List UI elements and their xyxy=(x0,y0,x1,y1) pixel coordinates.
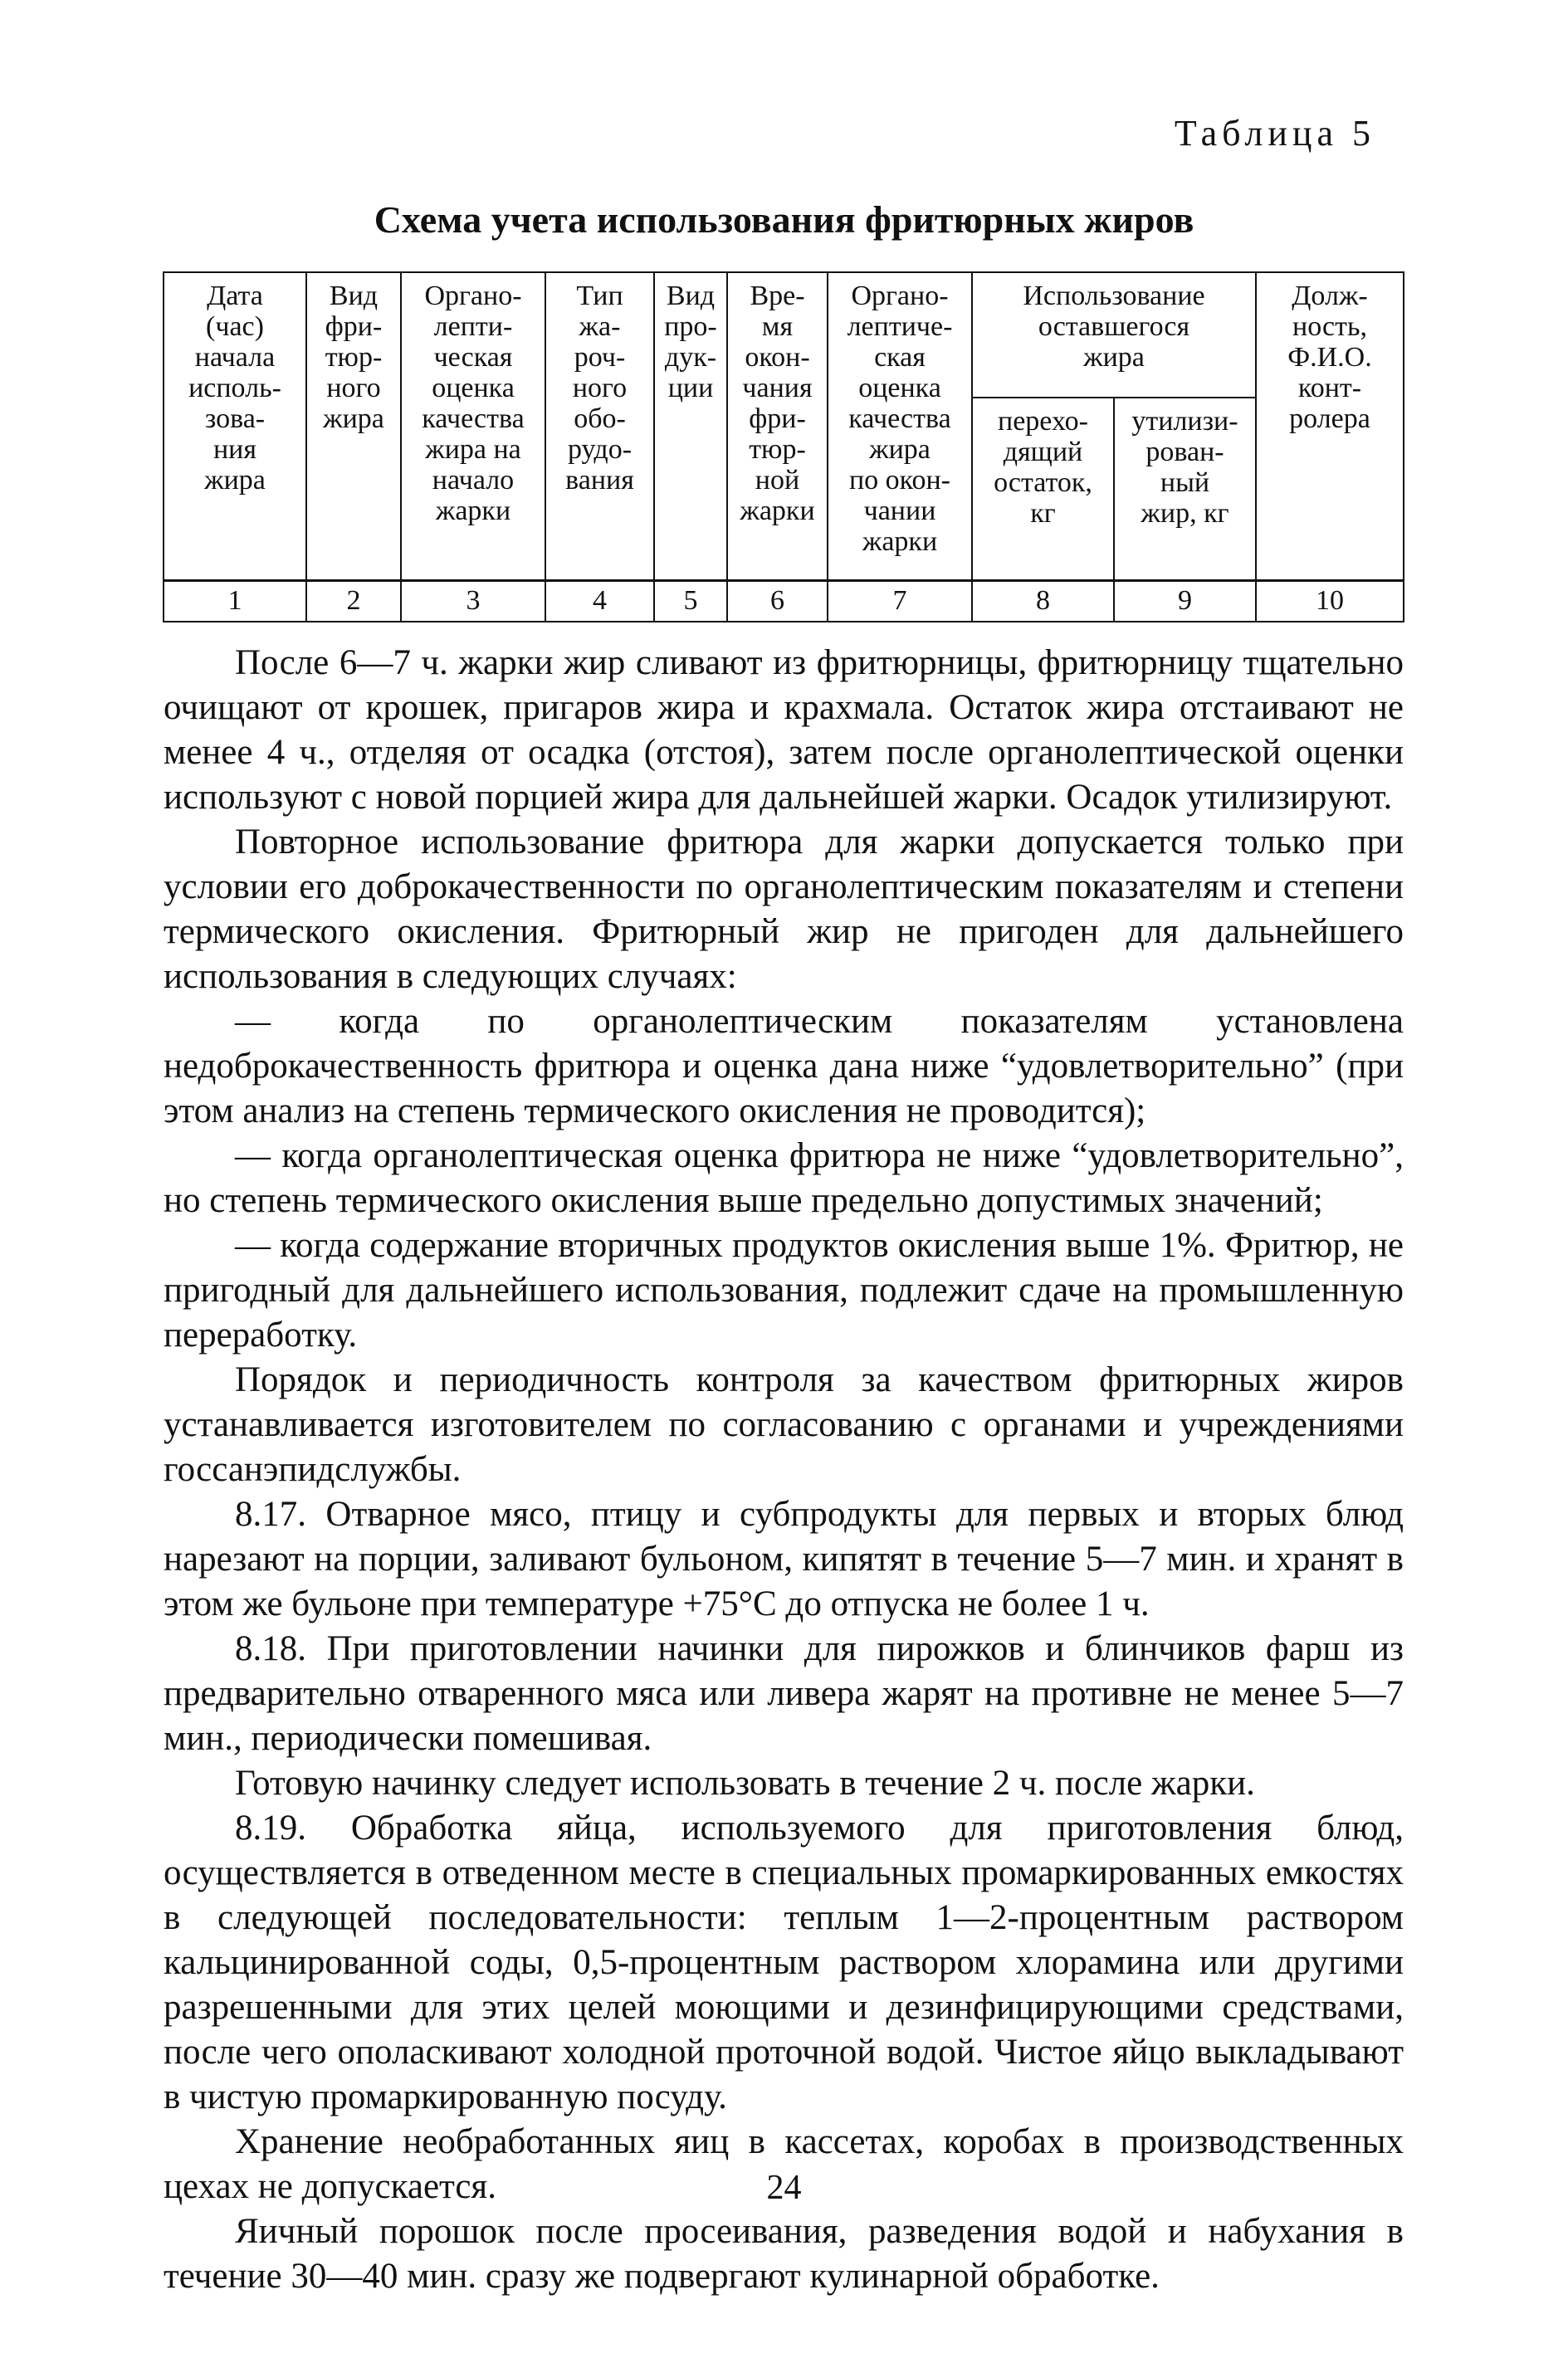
paragraph: После 6—7 ч. жарки жир сливают из фритюрницы, фритюрницу тщательно очищают от крошек, пригаров жира и крахмала. Остаток жира отстаивают не менее 4 ч., отделяя от осадка (отстоя), затем после органолептической оценки используют с новой порцией жира для дальнейшей жарки. Осадок утилизируют. xyxy=(164,643,1404,817)
body-text xyxy=(164,641,1404,2299)
header-product-type: Вид про- дук- ции xyxy=(654,272,727,559)
page-number: 24 xyxy=(766,2169,802,2207)
table-title: Схема учета использования фритюрных жиров xyxy=(374,198,1194,241)
paragraph: Порядок и периодичность контроля за качеством фритюрных жиров устанавливается изготовителем по согласованию с органами и учреждениями госсанэпидслужбы. xyxy=(164,1360,1404,1489)
column-number: 9 xyxy=(1114,581,1256,622)
paragraph: Готовую начинку следует использовать в течение 2 ч. после жарки. xyxy=(235,1764,1255,1803)
column-number: 10 xyxy=(1256,581,1404,622)
column-number: 6 xyxy=(727,581,828,622)
column-number: 2 xyxy=(306,581,401,622)
column-number: 4 xyxy=(545,581,654,622)
header-fat-type: Вид фри- тюр- ного жира xyxy=(306,272,401,559)
header-equipment-type: Тип жа- роч- ного обо- рудо- вания xyxy=(545,272,654,559)
list-item: — когда органолептическая оценка фритюра не ниже “удовлетворительно”, но степень термического окисления выше предельно допустимых значений; xyxy=(164,1136,1404,1220)
table-label: Таблица 5 xyxy=(1174,113,1375,154)
subheader-carryover: перехо- дящий остаток, кг xyxy=(972,398,1114,559)
column-number: 5 xyxy=(654,581,727,622)
header-start-date: Дата (час) начала исполь- зова- ния жира xyxy=(164,272,306,559)
header-end-time: Вре- мя окон- чания фри- тюр- ной жарки xyxy=(727,272,828,559)
paragraph: Яичный порошок после просеивания, разведения водой и набухания в течение 30—40 мин. сразу же подвергают кулинарной обработке. xyxy=(164,2212,1404,2296)
paragraph: Повторное использование фритюра для жарки допускается только при условии его доброкачественности по органолептическим показателям и степени термического окисления. Фритюрный жир не пригоден для дальнейшего использования в следующих случаях: xyxy=(164,823,1404,996)
section-8-17: 8.17. Отварное мясо, птицу и субпродукты для первых и вторых блюд нарезают на порции, заливают бульоном, кипятят в течение 5—7 мин. и хранят в этом же бульоне при температуре +75°С до отпуска не более 1 ч. xyxy=(164,1495,1404,1623)
column-number: 3 xyxy=(401,581,545,622)
column-number: 1 xyxy=(164,581,306,622)
column-number: 8 xyxy=(972,581,1114,622)
header-final-quality: Органо- лептиче- ская оценка качества жира по окон- чании жарки xyxy=(828,272,972,559)
paragraph: Хранение необработанных яиц в кассетах, коробах в производственных цехах не допускается. xyxy=(164,2122,1404,2206)
section-8-18: 8.18. При приготовлении начинки для пирожков и блинчиков фарш из предварительно отваренного мяса или ливера жарят на противне не менее 5—7 мин., периодически помешивая. xyxy=(164,1629,1404,1758)
column-number: 7 xyxy=(828,581,972,622)
header-initial-quality: Органо- лепти- ческая оценка качества жира на начало жарки xyxy=(401,272,545,559)
subheader-disposed: утилизи- рован- ный жир, кг xyxy=(1114,398,1256,559)
section-8-19: 8.19. Обработка яйца, используемого для приготовления блюд, осуществляется в отведенном месте в специальных промаркированных емкостях в следующей последовательности: теплым 1—2-процентным раствором кальцинированной соды, 0,5-процентным раствором хлорамина или другими разрешенными для этих целей моющими и дезинфицирующими средствами, после чего ополаскивают холодной проточной водой. Чистое яйцо выкладывают в чистую промаркированную посуду. xyxy=(164,1809,1404,2116)
header-controller: Долж- ность, Ф.И.О. конт- ролера xyxy=(1256,272,1404,559)
list-item: — когда по органолептическим показателям установлена недоброкачественность фритюра и оценка дана ниже “удовлетворительно” (при этом анализ на степень термического окисления не проводится); xyxy=(164,1002,1404,1130)
fat-usage-table xyxy=(163,271,1404,622)
list-item: — когда содержание вторичных продуктов окисления выше 1%. Фритюр, не пригодный для дальнейшего использования, подлежит сдаче на промышленную переработку. xyxy=(164,1226,1404,1355)
header-remaining-fat-usage: Использование оставшегося жира xyxy=(972,272,1256,398)
